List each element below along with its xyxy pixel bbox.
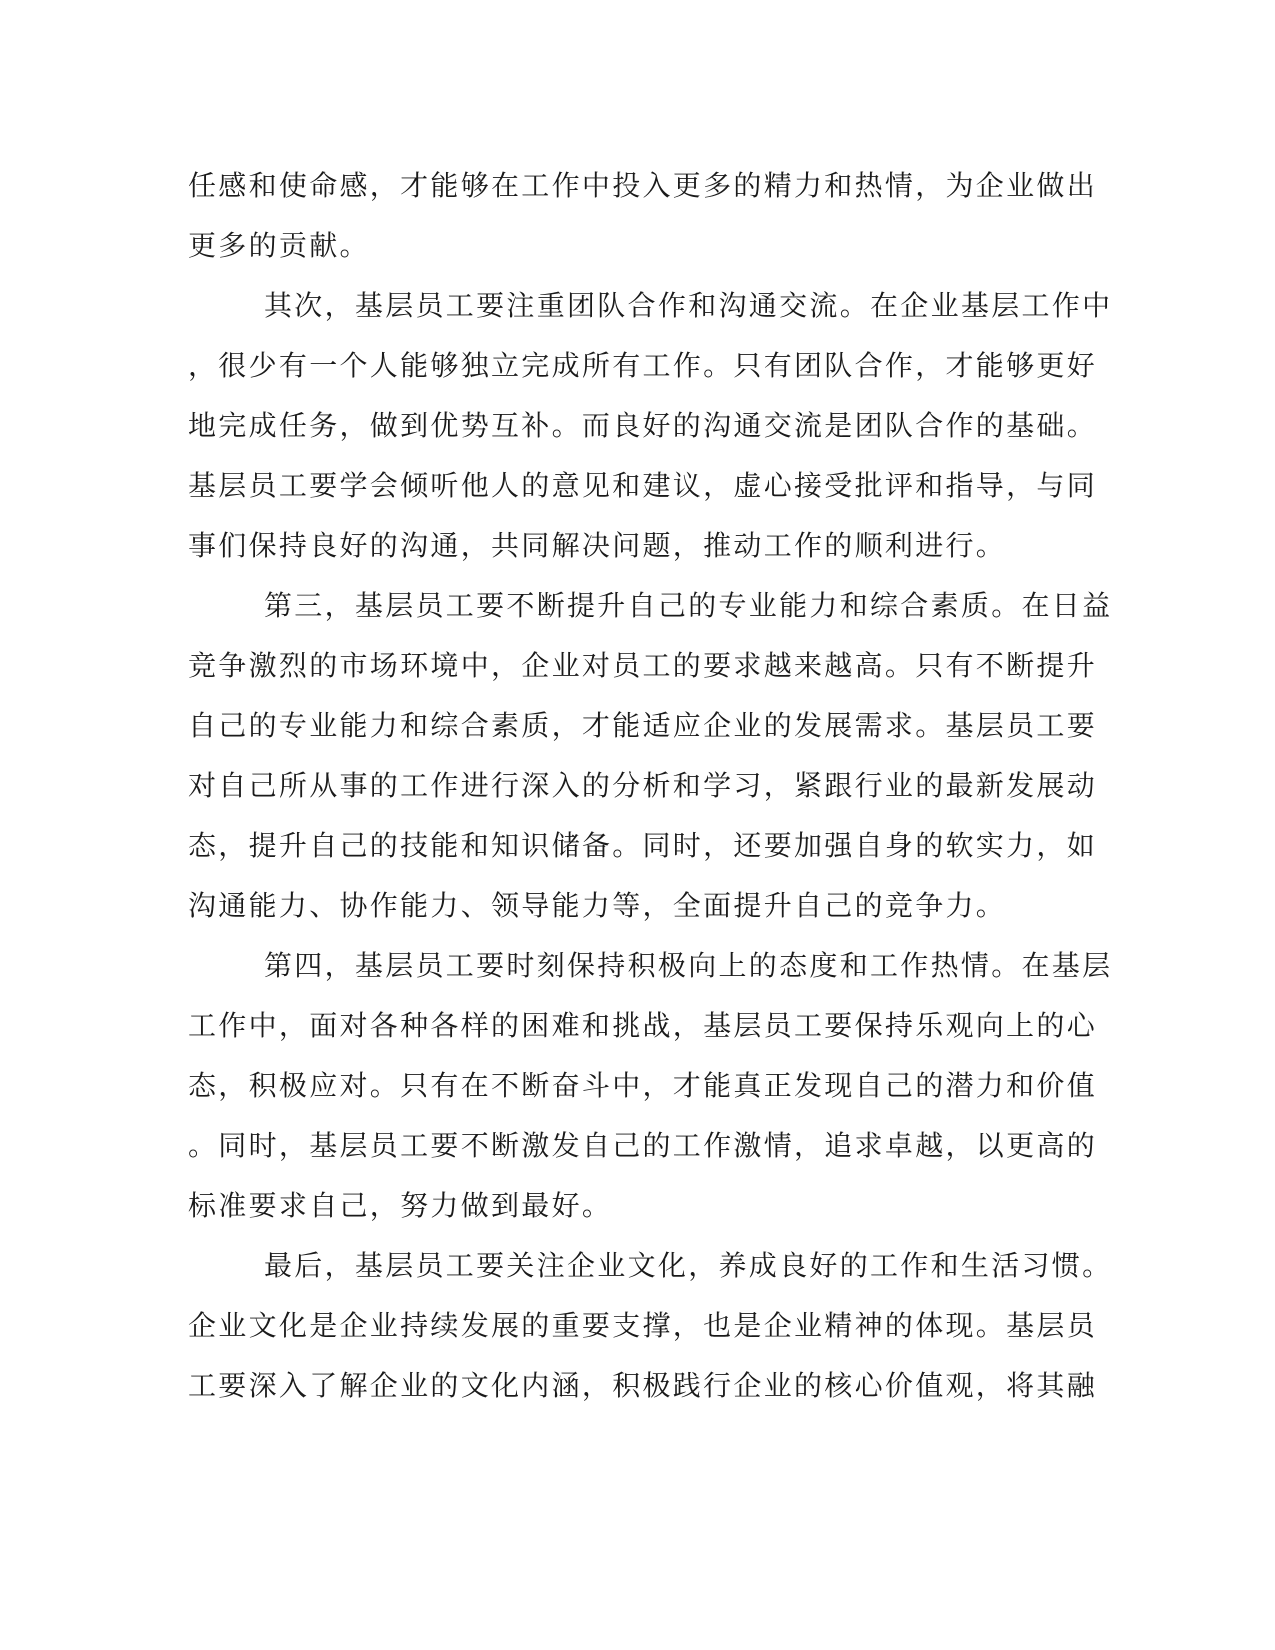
body-text bbox=[188, 156, 1113, 1416]
text-line: 企业文化是企业持续发展的重要支撑，也是企业精神的体现。基层员 bbox=[188, 1309, 1098, 1342]
text-line: 沟通能力、协作能力、领导能力等，全面提升自己的竞争力。 bbox=[188, 889, 1007, 922]
paragraph-first-line: 第三，基层员工要不断提升自己的专业能力和综合素质。在日益 bbox=[264, 589, 1113, 622]
paragraph-first-line: 最后，基层员工要关注企业文化，养成良好的工作和生活习惯。 bbox=[264, 1249, 1113, 1282]
text-line: 基层员工要学会倾听他人的意见和建议，虚心接受批评和指导，与同 bbox=[188, 469, 1098, 502]
paragraph-first-line: 第四，基层员工要时刻保持积极向上的态度和工作热情。在基层 bbox=[264, 949, 1113, 982]
text-line: 标准要求自己，努力做到最好。 bbox=[188, 1189, 613, 1222]
text-line: 任感和使命感，才能够在工作中投入更多的精力和热情，为企业做出 bbox=[188, 169, 1098, 202]
text-line: 工作中，面对各种各样的困难和挑战，基层员工要保持乐观向上的心 bbox=[188, 1009, 1098, 1042]
text-line: 自己的专业能力和综合素质，才能适应企业的发展需求。基层员工要 bbox=[188, 709, 1098, 742]
text-line: 。同时，基层员工要不断激发自己的工作激情，追求卓越，以更高的 bbox=[188, 1129, 1098, 1162]
text-line: 对自己所从事的工作进行深入的分析和学习，紧跟行业的最新发展动 bbox=[188, 769, 1098, 802]
text-line: 更多的贡献。 bbox=[188, 229, 370, 262]
text-line: 事们保持良好的沟通，共同解决问题，推动工作的顺利进行。 bbox=[188, 529, 1007, 562]
paragraph-first-line: 其次，基层员工要注重团队合作和沟通交流。在企业基层工作中 bbox=[264, 289, 1113, 322]
text-line: 态，提升自己的技能和知识储备。同时，还要加强自身的软实力，如 bbox=[188, 829, 1098, 862]
text-line: 工要深入了解企业的文化内涵，积极践行企业的核心价值观，将其融 bbox=[188, 1369, 1098, 1402]
text-line: 竞争激烈的市场环境中，企业对员工的要求越来越高。只有不断提升 bbox=[188, 649, 1098, 682]
text-line: ，很少有一个人能够独立完成所有工作。只有团队合作，才能够更好 bbox=[188, 349, 1098, 382]
text-line: 态，积极应对。只有在不断奋斗中，才能真正发现自己的潜力和价值 bbox=[188, 1069, 1098, 1102]
text-line: 地完成任务，做到优势互补。而良好的沟通交流是团队合作的基础。 bbox=[188, 409, 1098, 442]
